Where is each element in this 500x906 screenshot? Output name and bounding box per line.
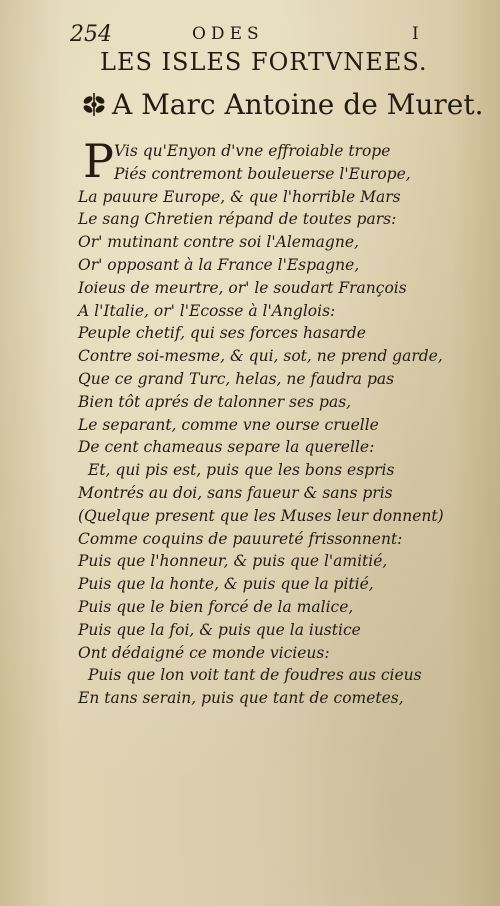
page-header — [70, 22, 440, 50]
poem-line: Puis que l'honneur, & puis que l'amitié, — [78, 552, 388, 571]
poem-line: Le separant, comme vne ourse cruelle — [78, 415, 379, 434]
poem-line: Que ce grand Turc, helas, ne faudra pas — [78, 369, 395, 388]
page-number: 254 — [70, 22, 112, 47]
poem-line: A l'Italie, or' l'Ecosse à l'Anglois: — [78, 301, 336, 320]
poem-line: Puis que la honte, & puis que la pitié, — [78, 575, 374, 594]
poem-line: Puis que le bien forcé de la malice, — [78, 597, 354, 616]
poem-line: Et, qui pis est, puis que les bons espris — [88, 461, 395, 480]
running-title: ODES — [192, 24, 264, 44]
poem-line: Puis que la foi, & puis que la iustice — [78, 620, 361, 639]
poem-line: Piés contremont bouleuerse l'Europe, — [114, 164, 411, 183]
poem-line: (Quelque present que les Muses leur donnent) — [78, 506, 444, 525]
poem-line: Montrés au doi, sans faueur & sans pris — [78, 483, 393, 502]
poem-line: Comme coquins de pauureté frissonnent: — [78, 529, 403, 548]
dedication-text: A Marc Antoine de Muret. — [112, 88, 484, 121]
drop-cap-letter: P — [83, 134, 114, 188]
poem-line: Ont dédaigné ce monde vicieus: — [78, 643, 330, 662]
fleuron-ornament-icon — [80, 90, 108, 118]
signature-mark: I — [412, 24, 419, 44]
poem-line: Or' opposant à la France l'Espagne, — [78, 255, 360, 274]
poem-line: Contre soi-mesme, & qui, sot, ne prend garde, — [78, 347, 443, 366]
poem-line: Or' mutinant contre soi l'Alemagne, — [78, 233, 359, 252]
poem-line: Ioieus de meurtre, or' le soudart François — [78, 278, 407, 297]
poem-line: De cent chameaus separe la querelle: — [78, 438, 375, 457]
poem-line: Le sang Chretien répand de toutes pars: — [78, 210, 397, 229]
poem-line: La pauure Europe, & que l'horrible Mars — [78, 187, 401, 206]
poem-line: Peuple chetif, qui ses forces hasarde — [78, 324, 366, 343]
dedication-line — [80, 88, 483, 121]
poem-body — [78, 134, 444, 710]
poem-title: LES ISLES FORTVNEES. — [100, 48, 428, 76]
poem-line: Vis qu'Enyon d'vne effroiable trope — [114, 142, 391, 160]
poem-line: Bien tôt aprés de talonner ses pas, — [78, 392, 352, 411]
poem-line: En tans serain, puis que tant de cometes, — [78, 689, 404, 708]
poem-line: Puis que lon voit tant de foudres aus cieus — [88, 666, 422, 685]
